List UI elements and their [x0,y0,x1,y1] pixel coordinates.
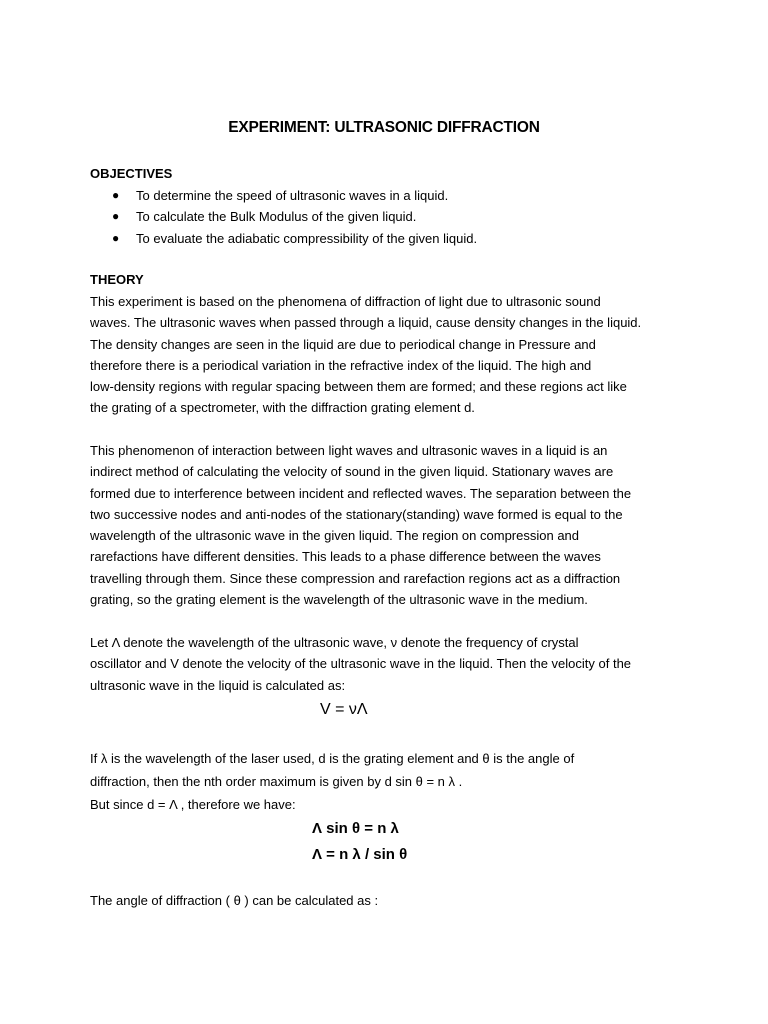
wavelength-equation: Λ = n λ / sin θ [312,846,408,863]
objectives-heading: OBJECTIVES [90,166,173,181]
theory-paragraph-4-line-2: diffraction, then the nth order maximum is given by d sin θ = n λ . [90,774,463,789]
velocity-equation: V = νΛ [320,701,368,718]
theory-paragraph-5: The angle of diffraction ( θ ) can be calculated as : [90,893,379,908]
theory-heading: THEORY [90,272,144,287]
theory-paragraph-2: This phenomenon of interaction between light waves and ultrasonic waves in a liquid is an indirect method of calculating the velocity of sound in the given liquid. Stationary waves are formed due to interference between incident and reflected waves. The separation between the two successive nodes and anti-nodes of the stationary(standing) wave formed is equal to the wavelength of the ultrasonic wave in the given liquid. The region on compression and rarefactions have different densities. This leads to a phase difference between the waves travelling through them. Since these compression and rarefaction regions act as a diffraction grating, so the grating element is the wavelength of the ultrasonic wave in the medium. [90,443,632,608]
list-item: ● To evaluate the adiabatic compressibility of the given liquid. [90,228,477,249]
theory-paragraph-3: Let Λ denote the wavelength of the ultrasonic wave, ν denote the frequency of crystal oscillator and V denote the velocity of the ultrasonic wave in the liquid. Then the velocity of the ultrasonic wave in the liquid is calculated as: [90,635,632,693]
bullet-icon: ● [112,230,120,245]
theory-paragraph-1: This experiment is based on the phenomena of diffraction of light due to ultrasonic sound waves. The ultrasonic waves when passed through a liquid, cause density changes in the liquid. The density changes are seen in the liquid are due to periodical change in Pressure and therefore there is a periodical variation in the refractive index of the liquid. The high and low-density regions with regular spacing between them are formed; and these regions act like the grating of a spectrometer, with the diffraction grating element d. [90,294,642,416]
bullet-icon: ● [112,209,120,224]
objectives-list [90,185,477,249]
page-title: EXPERIMENT: ULTRASONIC DIFFRACTION [228,119,540,136]
grating-equation: Λ sin θ = n λ [312,820,399,837]
theory-paragraph-4-line-3: But since d = Λ , therefore we have: [90,797,296,812]
bullet-icon: ● [112,188,120,202]
list-item: ● To determine the speed of ultrasonic waves in a liquid. [90,185,477,206]
list-item: ● To calculate the Bulk Modulus of the given liquid. [90,206,477,227]
theory-paragraph-4-line-1: If λ is the wavelength of the laser used, d is the grating element and θ is the angle of [90,751,575,766]
